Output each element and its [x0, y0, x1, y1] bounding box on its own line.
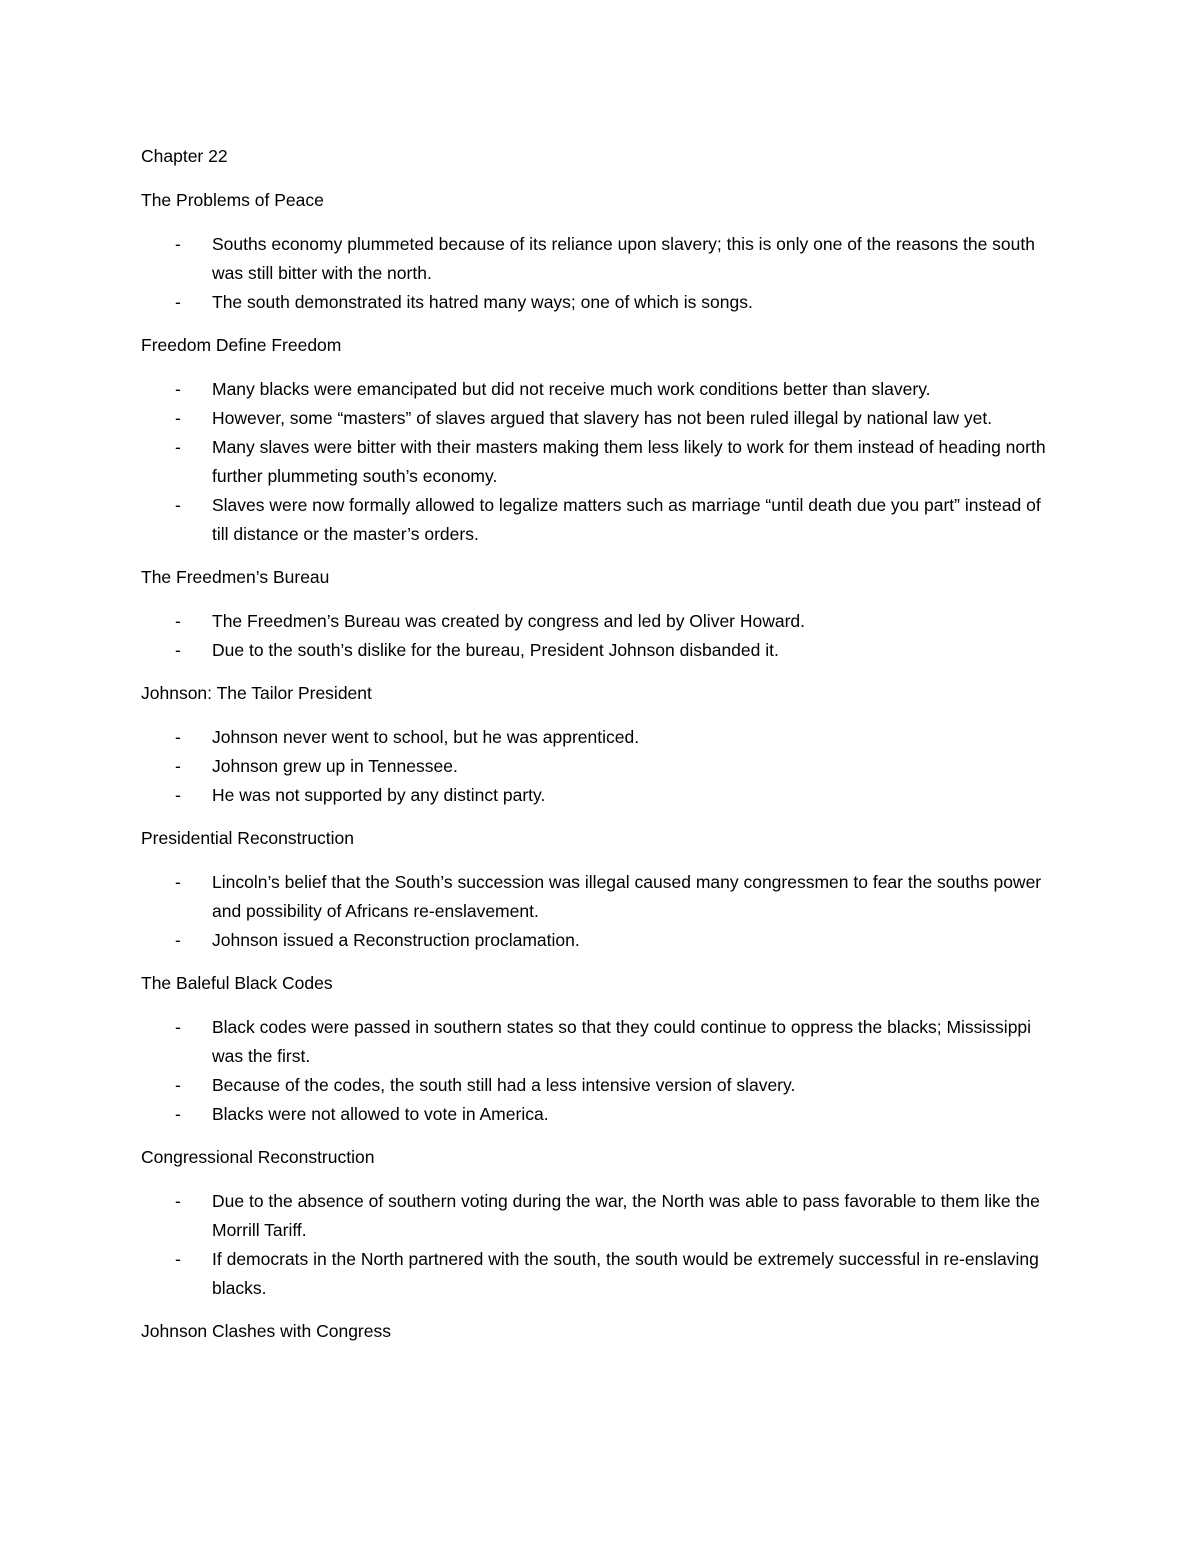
bullet-dash-marker: - — [175, 495, 181, 515]
bullet-list — [141, 230, 1061, 317]
bullet-text: The south demonstrated its hatred many ways; one of which is songs. — [212, 292, 753, 312]
bullet-text: Souths economy plummeted because of its reliance upon slavery; this is only one of the reasons the south was still bitter with the north. — [212, 234, 1035, 283]
bullet-text: Blacks were not allowed to vote in America. — [212, 1104, 549, 1124]
bullet-dash-marker: - — [175, 379, 181, 399]
bullet-dash-marker: - — [175, 408, 181, 428]
bullet-item — [141, 491, 1061, 549]
section — [141, 1317, 1061, 1346]
bullet-text: Black codes were passed in southern states so that they could continue to oppress the blacks; Mississippi was the first. — [212, 1017, 1032, 1066]
section-heading: Johnson: The Tailor President — [141, 683, 372, 703]
bullet-text: Due to the south’s dislike for the bureau, President Johnson disbanded it. — [212, 640, 779, 660]
section — [141, 824, 1061, 955]
section-heading: The Freedmen’s Bureau — [141, 567, 330, 587]
section — [141, 186, 1061, 317]
section-heading: Freedom Define Freedom — [141, 335, 342, 355]
bullet-dash-marker: - — [175, 727, 181, 747]
bullet-dash-marker: - — [175, 930, 181, 950]
bullet-item — [141, 288, 1061, 317]
bullet-dash-marker: - — [175, 785, 181, 805]
bullet-item — [141, 1245, 1061, 1303]
bullet-text: Many slaves were bitter with their masters making them less likely to work for them instead of heading north further plummeting south’s economy. — [212, 437, 1046, 486]
section — [141, 1143, 1061, 1303]
bullet-text: Johnson issued a Reconstruction proclamation. — [212, 930, 580, 950]
bullet-dash-marker: - — [175, 872, 181, 892]
bullet-list — [141, 375, 1061, 549]
bullet-text: Many blacks were emancipated but did not receive much work conditions better than slavery. — [212, 379, 931, 399]
section — [141, 969, 1061, 1129]
bullet-dash-marker: - — [175, 640, 181, 660]
document-page — [141, 142, 1061, 1361]
section-heading: The Baleful Black Codes — [141, 973, 333, 993]
bullet-text: Due to the absence of southern voting during the war, the North was able to pass favorable to them like the Morrill Tariff. — [212, 1191, 1040, 1240]
bullet-text: He was not supported by any distinct party. — [212, 785, 546, 805]
bullet-dash-marker: - — [175, 611, 181, 631]
bullet-item — [141, 230, 1061, 288]
document-title: Chapter 22 — [141, 146, 228, 166]
section-heading: Johnson Clashes with Congress — [141, 1321, 391, 1341]
bullet-text: However, some “masters” of slaves argued that slavery has not been ruled illegal by national law yet. — [212, 408, 993, 428]
bullet-item — [141, 1187, 1061, 1245]
bullet-dash-marker: - — [175, 1075, 181, 1095]
bullet-list — [141, 1013, 1061, 1129]
bullet-item — [141, 1100, 1061, 1129]
bullet-text: The Freedmen’s Bureau was created by congress and led by Oliver Howard. — [212, 611, 806, 631]
bullet-item — [141, 1071, 1061, 1100]
section — [141, 679, 1061, 810]
bullet-text: Johnson grew up in Tennessee. — [212, 756, 458, 776]
bullet-dash-marker: - — [175, 756, 181, 776]
section-heading: The Problems of Peace — [141, 190, 324, 210]
bullet-list — [141, 868, 1061, 955]
bullet-dash-marker: - — [175, 1104, 181, 1124]
bullet-dash-marker: - — [175, 1249, 181, 1269]
bullet-text: Lincoln’s belief that the South’s succession was illegal caused many congressmen to fear the souths power and possibility of Africans re-enslavement. — [212, 872, 1042, 921]
bullet-item — [141, 433, 1061, 491]
bullet-item — [141, 868, 1061, 926]
bullet-item — [141, 375, 1061, 404]
bullet-item — [141, 752, 1061, 781]
bullet-item — [141, 926, 1061, 955]
bullet-item — [141, 1013, 1061, 1071]
bullet-dash-marker: - — [175, 1017, 181, 1037]
bullet-item — [141, 404, 1061, 433]
section-heading: Presidential Reconstruction — [141, 828, 355, 848]
bullet-item — [141, 723, 1061, 752]
bullet-item — [141, 636, 1061, 665]
bullet-item — [141, 781, 1061, 810]
bullet-list — [141, 1187, 1061, 1303]
section-heading: Congressional Reconstruction — [141, 1147, 375, 1167]
document-body — [141, 186, 1061, 1346]
bullet-text: Slaves were now formally allowed to legalize matters such as marriage “until death due you part” instead of till distance or the master’s orders. — [212, 495, 1041, 544]
bullet-dash-marker: - — [175, 234, 181, 254]
bullet-text: Johnson never went to school, but he was apprenticed. — [212, 727, 640, 747]
section — [141, 331, 1061, 549]
bullet-list — [141, 607, 1061, 665]
section — [141, 563, 1061, 665]
bullet-dash-marker: - — [175, 292, 181, 312]
bullet-text: Because of the codes, the south still had a less intensive version of slavery. — [212, 1075, 796, 1095]
bullet-item — [141, 607, 1061, 636]
bullet-dash-marker: - — [175, 1191, 181, 1211]
bullet-dash-marker: - — [175, 437, 181, 457]
bullet-list — [141, 723, 1061, 810]
bullet-text: If democrats in the North partnered with the south, the south would be extremely successful in re-enslaving blacks. — [212, 1249, 1039, 1298]
